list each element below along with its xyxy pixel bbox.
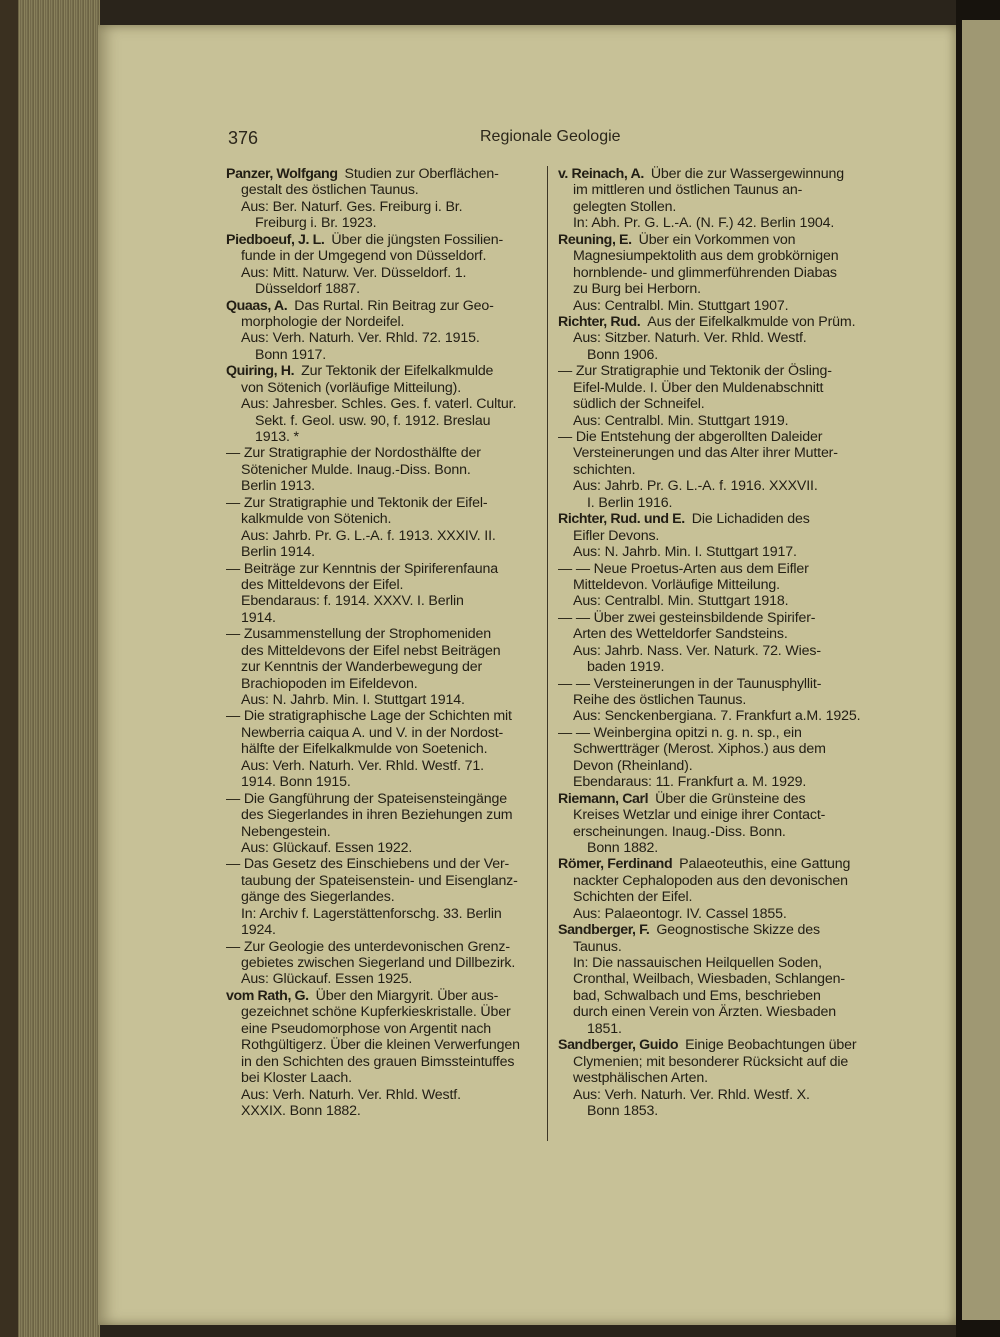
bibliography-line bbox=[558, 215, 873, 231]
bibliography-line bbox=[226, 955, 541, 971]
bibliography-line bbox=[558, 429, 873, 445]
line-text: Düsseldorf 1887. bbox=[255, 281, 360, 298]
bibliography-line bbox=[226, 166, 541, 182]
bibliography-line bbox=[226, 281, 541, 297]
bibliography-line bbox=[558, 659, 873, 675]
bibliography-line bbox=[226, 922, 541, 938]
line-text: westphälischen Arten. bbox=[573, 1070, 708, 1087]
bibliography-line bbox=[226, 873, 541, 889]
line-text: Über den Miargyrit. Über aus- bbox=[315, 987, 499, 1004]
bibliography-line bbox=[226, 725, 541, 741]
author-name: Panzer, Wolfgang bbox=[226, 166, 338, 182]
line-text: Aus: Ber. Naturf. Ges. Freiburg i. Br. bbox=[241, 198, 463, 215]
line-text: Palaeoteuthis, eine Gattung bbox=[679, 856, 851, 873]
line-text: — Beiträge zur Kenntnis der Spiriferenfauna bbox=[226, 560, 498, 577]
facing-page-edge bbox=[962, 20, 1000, 1320]
bibliography-line bbox=[558, 166, 873, 182]
line-text: Arten des Wetteldorfer Sandsteins. bbox=[573, 626, 788, 643]
bibliography-line bbox=[226, 1021, 541, 1037]
line-text: Reihe des östlichen Taunus. bbox=[573, 692, 747, 708]
bibliography-line bbox=[558, 692, 873, 708]
bibliography-line bbox=[226, 692, 541, 708]
line-text: Über die zur Wassergewinnung bbox=[650, 166, 845, 182]
bibliography-line bbox=[226, 396, 541, 412]
line-text: — Das Gesetz des Einschiebens und der Ver- bbox=[226, 856, 510, 873]
line-text: hornblende- und glimmerführenden Diabas bbox=[573, 264, 837, 281]
line-text: Newberria caiqua A. und V. in der Nordost- bbox=[241, 724, 504, 741]
bibliography-line bbox=[558, 971, 873, 987]
bibliography-line bbox=[558, 347, 873, 363]
bibliography-line bbox=[226, 643, 541, 659]
bibliography-line bbox=[226, 215, 541, 231]
line-text: zur Kenntnis der Wanderbewegung der bbox=[241, 659, 483, 676]
line-text: Aus: Centralbl. Min. Stuttgart 1907. bbox=[573, 297, 789, 314]
author-name: Piedboeuf, J. L. bbox=[226, 231, 325, 248]
bibliography-line bbox=[226, 741, 541, 757]
line-text: 1914. Bonn 1915. bbox=[241, 774, 351, 791]
bibliography-line bbox=[226, 610, 541, 626]
bibliography-line bbox=[226, 495, 541, 511]
line-text: Schwertträger (Merost. Xiphos.) aus dem bbox=[573, 741, 826, 758]
bibliography-line bbox=[558, 824, 873, 840]
bibliography-line bbox=[226, 429, 541, 445]
line-text: — Die Gangführung der Spateisensteingänge bbox=[226, 790, 507, 807]
author-name: v. Reinach, A. bbox=[558, 166, 644, 182]
line-text: Die Lichadiden des bbox=[691, 511, 810, 528]
line-text: Sekt. f. Geol. usw. 90, f. 1912. Breslau bbox=[255, 412, 491, 429]
bibliography-line bbox=[558, 725, 873, 741]
line-text: Clymenien; mit besonderer Rücksicht auf die bbox=[573, 1053, 849, 1070]
bibliography-line bbox=[558, 478, 873, 494]
line-text: Kreises Wetzlar und einige ihrer Contact- bbox=[573, 807, 826, 824]
line-text: gebietes zwischen Siegerland und Dillbezirk. bbox=[241, 955, 516, 971]
line-text: In: Abh. Pr. G. L.-A. (N. F.) 42. Berlin 1904. bbox=[573, 215, 835, 232]
line-text: Aus: N. Jahrb. Min. I. Stuttgart 1917. bbox=[573, 544, 797, 561]
bibliography-line bbox=[558, 807, 873, 823]
bibliography-line bbox=[226, 840, 541, 856]
bibliography-line bbox=[558, 511, 873, 527]
bibliography-line bbox=[226, 1037, 541, 1053]
line-text: Aus: Sitzber. Naturh. Ver. Rhld. Westf. bbox=[573, 330, 807, 347]
bibliography-line bbox=[226, 1054, 541, 1070]
line-text: — Zusammenstellung der Strophomeniden bbox=[226, 626, 491, 643]
bibliography-line bbox=[226, 445, 541, 461]
line-text: In: Die nassauischen Heilquellen Soden, bbox=[573, 955, 822, 971]
bibliography-line bbox=[226, 528, 541, 544]
line-text: Bonn 1853. bbox=[587, 1102, 659, 1119]
bibliography-line bbox=[226, 1004, 541, 1020]
line-text: — Zur Stratigraphie der Nordosthälfte der bbox=[226, 445, 481, 462]
bibliography-line bbox=[558, 314, 873, 330]
line-text: Aus der Eifelkalkmulde von Prüm. bbox=[647, 313, 856, 330]
bibliography-line bbox=[558, 906, 873, 922]
bibliography-line bbox=[558, 922, 873, 938]
line-text: — — Neue Proetus-Arten aus dem Eifler bbox=[558, 560, 809, 577]
bibliography-line bbox=[226, 413, 541, 429]
line-text: Aus: Verh. Naturh. Ver. Rhld. Westf. X. bbox=[573, 1086, 810, 1103]
bibliography-line bbox=[558, 741, 873, 757]
line-text: Über die Grünsteine des bbox=[655, 790, 806, 807]
author-name: Sandberger, F. bbox=[558, 922, 650, 939]
bibliography-line bbox=[226, 807, 541, 823]
bibliography-line bbox=[558, 577, 873, 593]
bibliography-line bbox=[558, 955, 873, 971]
bibliography-line bbox=[558, 1103, 873, 1119]
bibliography-line bbox=[558, 889, 873, 905]
bibliography-line bbox=[226, 363, 541, 379]
bibliography-line bbox=[226, 511, 541, 527]
author-name: vom Rath, G. bbox=[226, 987, 309, 1004]
bibliography-line bbox=[226, 561, 541, 577]
bibliography-line bbox=[558, 495, 873, 511]
line-text: Ebendaraus: f. 1914. XXXV. I. Berlin bbox=[241, 593, 464, 610]
line-text: bei Kloster Laach. bbox=[241, 1070, 352, 1087]
author-name: Reuning, E. bbox=[558, 231, 632, 248]
bibliography-line bbox=[558, 626, 873, 642]
line-text: Nebengestein. bbox=[241, 823, 331, 840]
line-text: Freiburg i. Br. 1923. bbox=[255, 215, 377, 232]
bibliography-line bbox=[226, 330, 541, 346]
line-text: Zur Tektonik der Eifelkalkmulde bbox=[301, 363, 494, 380]
line-text: Aus: Jahrb. Pr. G. L.-A. f. 1913. XXXIV. II. bbox=[241, 527, 496, 544]
bibliography-line bbox=[226, 380, 541, 396]
line-text: des Mitteldevons der Eifel. bbox=[241, 576, 404, 593]
line-text: Aus: Verh. Naturh. Ver. Rhld. 72. 1915. bbox=[241, 330, 480, 347]
line-text: Aus: Jahrb. Pr. G. L.-A. f. 1916. XXXVII. bbox=[573, 478, 818, 495]
line-text: Sötenicher Mulde. Inaug.-Diss. Bonn. bbox=[241, 461, 471, 478]
line-text: Das Rurtal. Rin Beitrag zur Geo- bbox=[294, 297, 494, 314]
line-text: Versteinerungen und das Alter ihrer Mutter- bbox=[573, 445, 838, 462]
author-name: Quaas, A. bbox=[226, 297, 288, 314]
line-text: Aus: Centralbl. Min. Stuttgart 1918. bbox=[573, 593, 789, 610]
bibliography-line bbox=[558, 363, 873, 379]
line-text: zu Burg bei Herborn. bbox=[573, 281, 701, 298]
bibliography-line bbox=[558, 265, 873, 281]
author-name: Sandberger, Guido bbox=[558, 1037, 679, 1054]
bibliography-line bbox=[558, 413, 873, 429]
bibliography-line bbox=[558, 643, 873, 659]
line-text: 1924. bbox=[241, 922, 276, 939]
line-text: bad, Schwalbach und Ems, beschrieben bbox=[573, 987, 821, 1004]
line-text: In: Archiv f. Lagerstättenforschg. 33. Berlin bbox=[241, 905, 502, 922]
bibliography-line bbox=[558, 248, 873, 264]
line-text: Über die jüngsten Fossilien- bbox=[331, 231, 504, 248]
author-name: Richter, Rud. und E. bbox=[558, 511, 685, 528]
bibliography-line bbox=[558, 1004, 873, 1020]
bibliography-line bbox=[226, 248, 541, 264]
line-text: — Die stratigraphische Lage der Schichten mit bbox=[226, 708, 512, 725]
line-text: Aus: Palaeontogr. IV. Cassel 1855. bbox=[573, 905, 787, 922]
line-text: südlich der Schneifel. bbox=[573, 396, 705, 413]
bibliography-line bbox=[226, 824, 541, 840]
bibliography-line bbox=[558, 528, 873, 544]
running-head: Regionale Geologie bbox=[480, 128, 621, 145]
right-column bbox=[558, 166, 873, 1119]
line-text: taubung der Spateisenstein- und Eisenglanz- bbox=[241, 872, 518, 889]
left-column bbox=[226, 166, 541, 1119]
bibliography-line bbox=[226, 1070, 541, 1086]
line-text: Aus: N. Jahrb. Min. I. Stuttgart 1914. bbox=[241, 692, 465, 708]
bibliography-line bbox=[558, 758, 873, 774]
line-text: morphologie der Nordeifel. bbox=[241, 313, 405, 330]
line-text: hälfte der Eifelkalkmulde von Soetenich. bbox=[241, 741, 488, 758]
line-text: Aus: Glückauf. Essen 1925. bbox=[241, 971, 413, 988]
line-text: des Siegerlandes in ihren Beziehungen zum bbox=[241, 807, 513, 824]
line-text: — — Weinbergina opitzi n. g. n. sp., ein bbox=[558, 724, 802, 741]
line-text: nackter Cephalopoden aus den devonischen bbox=[573, 872, 848, 889]
line-text: Eifler Devons. bbox=[573, 527, 660, 544]
bibliography-line bbox=[226, 791, 541, 807]
bibliography-line bbox=[226, 298, 541, 314]
bibliography-line bbox=[226, 347, 541, 363]
bibliography-line bbox=[226, 182, 541, 198]
bibliography-line bbox=[558, 1037, 873, 1053]
bibliography-line bbox=[558, 380, 873, 396]
line-text: Rothgültigerz. Über die kleinen Verwerfungen bbox=[241, 1037, 520, 1054]
bibliography-line bbox=[558, 232, 873, 248]
line-text: Eifel-Mulde. I. Über den Muldenabschnitt bbox=[573, 379, 824, 396]
line-text: des Mitteldevons der Eifel nebst Beiträgen bbox=[241, 642, 501, 659]
bibliography-line bbox=[558, 396, 873, 412]
line-text: Bonn 1906. bbox=[587, 346, 659, 363]
bibliography-line bbox=[226, 544, 541, 560]
bibliography-line bbox=[558, 676, 873, 692]
bibliography-line bbox=[226, 626, 541, 642]
bibliography-line bbox=[558, 593, 873, 609]
line-text: — Die Entstehung der abgerollten Daleider bbox=[558, 429, 823, 445]
bibliography-line bbox=[226, 265, 541, 281]
bibliography-line bbox=[226, 593, 541, 609]
line-text: Über ein Vorkommen von bbox=[638, 231, 796, 248]
line-text: gelegten Stollen. bbox=[573, 198, 677, 215]
bibliography-line bbox=[558, 1070, 873, 1086]
line-text: Aus: Jahresber. Schles. Ges. f. vaterl. Cultur. bbox=[241, 396, 517, 413]
line-text: I. Berlin 1916. bbox=[587, 494, 673, 511]
line-text: gestalt des östlichen Taunus. bbox=[241, 182, 419, 199]
author-name: Römer, Ferdinand bbox=[558, 856, 673, 873]
line-text: Einige Beobachtungen über bbox=[685, 1037, 857, 1054]
line-text: Schichten der Eifel. bbox=[573, 889, 693, 906]
bibliography-line bbox=[226, 577, 541, 593]
bibliography-line bbox=[558, 1087, 873, 1103]
bibliography-line bbox=[226, 659, 541, 675]
book-edge bbox=[0, 0, 18, 1337]
bibliography-line bbox=[558, 445, 873, 461]
line-text: Berlin 1913. bbox=[241, 478, 315, 495]
bibliography-line bbox=[226, 1087, 541, 1103]
author-name: Riemann, Carl bbox=[558, 790, 649, 807]
bibliography-line bbox=[558, 840, 873, 856]
column-divider bbox=[547, 166, 548, 1141]
bibliography-line bbox=[226, 889, 541, 905]
line-text: Aus: Mitt. Naturw. Ver. Düsseldorf. 1. bbox=[241, 264, 467, 281]
line-text: baden 1919. bbox=[587, 659, 665, 676]
bibliography-line bbox=[558, 939, 873, 955]
line-text: 1913. * bbox=[255, 429, 299, 445]
bibliography-line bbox=[226, 774, 541, 790]
bibliography-line bbox=[226, 1103, 541, 1119]
bibliography-line bbox=[558, 281, 873, 297]
line-text: gänge des Siegerlandes. bbox=[241, 889, 395, 906]
bibliography-line bbox=[558, 462, 873, 478]
line-text: Aus: Jahrb. Nass. Ver. Naturk. 72. Wies- bbox=[573, 642, 821, 659]
bibliography-line bbox=[226, 971, 541, 987]
line-text: Aus: Centralbl. Min. Stuttgart 1919. bbox=[573, 412, 789, 429]
line-text: im mittleren und östlichen Taunus an- bbox=[573, 182, 803, 199]
line-text: gezeichnet schöne Kupferkieskristalle. Über bbox=[241, 1004, 511, 1021]
line-text: eine Pseudomorphose von Argentit nach bbox=[241, 1020, 491, 1037]
bibliography-line bbox=[226, 676, 541, 692]
bibliography-line bbox=[226, 232, 541, 248]
author-name: Richter, Rud. bbox=[558, 313, 641, 330]
bibliography-line bbox=[226, 939, 541, 955]
bibliography-line bbox=[558, 873, 873, 889]
line-text: Geognostische Skizze des bbox=[656, 922, 820, 939]
line-text: von Sötenich (vorläufige Mitteilung). bbox=[241, 379, 461, 396]
line-text: Aus: Verh. Naturh. Ver. Rhld. Westf. 71. bbox=[241, 757, 484, 774]
bibliography-line bbox=[558, 774, 873, 790]
line-text: erscheinungen. Inaug.-Diss. Bonn. bbox=[573, 823, 786, 840]
line-text: Taunus. bbox=[573, 938, 622, 955]
line-text: Berlin 1914. bbox=[241, 544, 315, 561]
line-text: Ebendaraus: 11. Frankfurt a. M. 1929. bbox=[573, 774, 807, 791]
bibliography-line bbox=[226, 708, 541, 724]
bibliography-line bbox=[558, 791, 873, 807]
line-text: Brachiopoden im Eifeldevon. bbox=[241, 675, 418, 692]
line-text: kalkmulde von Sötenich. bbox=[241, 511, 392, 528]
bibliography-line bbox=[226, 462, 541, 478]
line-text: 1914. bbox=[241, 609, 276, 626]
bibliography-line bbox=[558, 610, 873, 626]
line-text: Mitteldevon. Vorläufige Mitteilung. bbox=[573, 576, 780, 593]
line-text: — Zur Stratigraphie und Tektonik der Eifel- bbox=[226, 494, 488, 511]
line-text: funde in der Umgegend von Düsseldorf. bbox=[241, 248, 487, 265]
bibliography-line bbox=[558, 544, 873, 560]
line-text: durch einen Verein von Ärzten. Wiesbaden bbox=[573, 1004, 836, 1021]
line-text: Bonn 1917. bbox=[255, 346, 327, 363]
line-text: XXXIX. Bonn 1882. bbox=[241, 1102, 361, 1119]
line-text: 1851. bbox=[587, 1020, 622, 1037]
line-text: — Zur Stratigraphie und Tektonik der Ösling- bbox=[558, 363, 832, 380]
bibliography-line bbox=[558, 1021, 873, 1037]
bibliography-line bbox=[558, 330, 873, 346]
line-text: Aus: Glückauf. Essen 1922. bbox=[241, 839, 413, 856]
bibliography-line bbox=[226, 906, 541, 922]
line-text: Bonn 1882. bbox=[587, 839, 659, 856]
bibliography-line bbox=[226, 314, 541, 330]
bibliography-line bbox=[558, 561, 873, 577]
line-text: — — Über zwei gesteinsbildende Spirifer- bbox=[558, 609, 816, 626]
line-text: Cronthal, Weilbach, Wiesbaden, Schlangen- bbox=[573, 971, 845, 988]
author-name: Quiring, H. bbox=[226, 363, 295, 380]
line-text: Studien zur Oberflächen- bbox=[344, 166, 499, 182]
page-number: 376 bbox=[228, 128, 259, 148]
bibliography-line bbox=[558, 298, 873, 314]
bibliography-line bbox=[226, 988, 541, 1004]
bibliography-line bbox=[226, 478, 541, 494]
bibliography-line bbox=[558, 182, 873, 198]
bibliography-line bbox=[558, 988, 873, 1004]
line-text: in den Schichten des grauen Bimssteintuffes bbox=[241, 1053, 515, 1070]
bibliography-line bbox=[558, 1054, 873, 1070]
bibliography-line bbox=[226, 856, 541, 872]
bibliography-line bbox=[558, 708, 873, 724]
line-text: Aus: Senckenbergiana. 7. Frankfurt a.M. 1925. bbox=[573, 708, 861, 725]
line-text: Aus: Verh. Naturh. Ver. Rhld. Westf. bbox=[241, 1086, 461, 1103]
line-text: Devon (Rheinland). bbox=[573, 757, 693, 774]
bibliography-line bbox=[226, 758, 541, 774]
line-text: Magnesiumpektolith aus dem grobkörnigen bbox=[573, 248, 839, 265]
line-text: schichten. bbox=[573, 461, 636, 478]
line-text: — Zur Geologie des unterdevonischen Grenz- bbox=[226, 938, 510, 955]
bibliography-line bbox=[558, 199, 873, 215]
bibliography-line bbox=[226, 199, 541, 215]
bibliography-line bbox=[558, 856, 873, 872]
line-text: — — Versteinerungen in der Taunusphyllit- bbox=[558, 675, 822, 692]
